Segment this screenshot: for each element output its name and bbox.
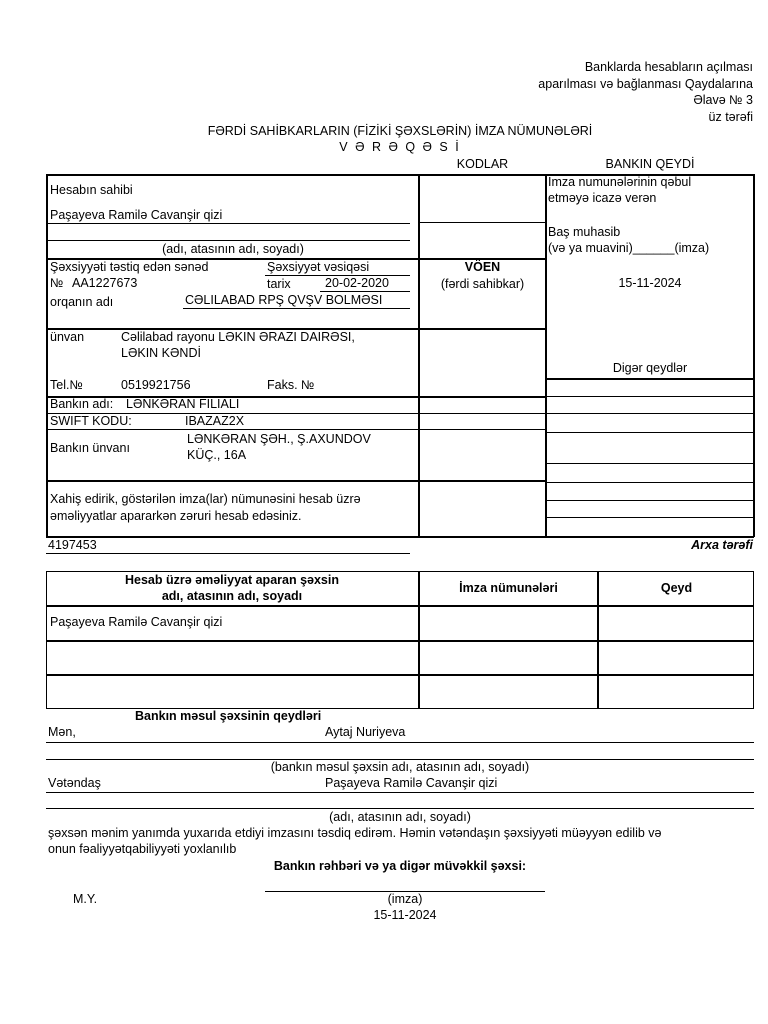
owner-name: Paşayeva Ramilə Cavanşir qizi bbox=[50, 208, 223, 222]
citizen-name: Paşayeva Ramilə Cavanşir qizi bbox=[325, 776, 498, 790]
signers-col3-header: Qeyd bbox=[660, 581, 693, 595]
bank-name: LƏNKƏRAN FILIALI bbox=[126, 397, 240, 411]
owner-name-underline bbox=[46, 223, 410, 224]
identity-org-underline bbox=[183, 308, 410, 309]
swift-value: IBAZAZ2X bbox=[185, 414, 245, 428]
codes-header: KODLAR bbox=[456, 157, 509, 171]
citizen-label: Vətəndaş bbox=[48, 776, 101, 790]
codes-sep-4 bbox=[418, 396, 546, 398]
owner-label: Hesabın sahibi bbox=[50, 183, 133, 197]
me-label: Mən, bbox=[48, 725, 76, 739]
header-line-2: aparılması və bağlanması Qaydalarına bbox=[538, 77, 753, 91]
swift-label: SWIFT KODU: bbox=[50, 414, 132, 428]
notes-sep-6 bbox=[545, 482, 754, 483]
back-side-label: Arxa tərəfi bbox=[691, 538, 753, 552]
identity-date: 20-02-2020 bbox=[325, 276, 389, 290]
owner-name-underline-2 bbox=[46, 240, 410, 241]
voen-caption: (fərdi sahibkar) bbox=[440, 277, 525, 291]
signers-row-sep-3 bbox=[46, 674, 754, 676]
bank-notes-line-1: İmza numunələrinin qəbul bbox=[548, 175, 692, 189]
form-subtitle: V Ə R Ə Q Ə S İ bbox=[339, 140, 461, 154]
bank-address-line-1: LƏNKƏRAN ŞƏH., Ş.AXUNDOV bbox=[187, 432, 371, 446]
citizen-underline bbox=[46, 792, 754, 793]
table-border-bottom-left bbox=[46, 536, 420, 538]
owner-name-caption: (adı, atasının adı, soyadı) bbox=[162, 242, 304, 256]
bank-notes-line-2: etməyə icazə verən bbox=[548, 191, 657, 205]
bank-notes-date: 15-11-2024 bbox=[618, 276, 682, 290]
responsible-heading: Bankın məsul şəxsinin qeydləri bbox=[135, 709, 322, 723]
bank-notes-header: BANKIN QEYDİ bbox=[605, 157, 695, 171]
me-name: Aytaj Nuriyeva bbox=[325, 725, 406, 739]
notes-sep-3 bbox=[545, 413, 754, 414]
codes-sep-7 bbox=[418, 480, 546, 482]
table-border-left bbox=[46, 174, 48, 537]
header-line-1: Banklarda hesabların açılması bbox=[584, 60, 753, 74]
identity-number-label: № bbox=[50, 276, 64, 290]
signature-caption: (imza) bbox=[387, 892, 423, 906]
statement-line-1: şəxsən mənim yanımda yuxarıda etdiyi imzasını təsdiq edirəm. Həmin vətəndaşın şəxsiyyəti müəyyən edilib və bbox=[48, 826, 662, 840]
tel-label: Tel.№ bbox=[50, 378, 83, 392]
separator-bank-address bbox=[46, 480, 420, 482]
identity-date-label: tarix bbox=[267, 277, 291, 291]
statement-line-2: onun fəaliyyətqabiliyyəti yoxlanılıb bbox=[48, 842, 237, 856]
chief-accountant-label: Baş muhasib bbox=[548, 225, 621, 239]
identity-number: AA1227673 bbox=[72, 276, 138, 290]
other-notes-label: Digər qeydlər bbox=[612, 361, 688, 375]
chief-accountant-sign: (və ya muavini)______(imza) bbox=[548, 241, 710, 255]
address-line-2: LƏKIN KƏNDİ bbox=[121, 346, 201, 360]
address-label: ünvan bbox=[50, 330, 85, 344]
signers-col1-header-line-2: adı, atasının adı, soyadı bbox=[161, 589, 303, 603]
signers-row-sep-2 bbox=[46, 640, 754, 642]
me-caption: (bankın məsul şəxsin adı, atasının adı, soyadı) bbox=[270, 760, 530, 774]
notes-sep-4 bbox=[545, 432, 754, 433]
tel-value: 0519921756 bbox=[121, 378, 191, 392]
address-line-1: Cəlilabad rayonu LƏKIN ƏRAZI DAIRƏSI, bbox=[121, 330, 355, 344]
identity-org-label: orqanın adı bbox=[50, 295, 114, 309]
separator-swift bbox=[46, 429, 420, 430]
codes-sep-5 bbox=[418, 413, 546, 414]
bank-address-label: Bankın ünvanı bbox=[50, 441, 130, 455]
signers-row-sep-1 bbox=[46, 605, 754, 607]
me-underline bbox=[46, 742, 754, 743]
bank-name-label: Bankın adı: bbox=[50, 397, 114, 411]
codes-sep-8 bbox=[418, 536, 546, 538]
fax-label: Faks. № bbox=[267, 378, 315, 392]
header-line-4: üz tərəfi bbox=[708, 110, 753, 124]
notes-sep-7 bbox=[545, 500, 754, 501]
header-line-3: Əlavə № 3 bbox=[693, 93, 753, 107]
seal-label: M.Y. bbox=[73, 892, 98, 906]
form-code: 4197453 bbox=[48, 538, 97, 552]
form-title: FƏRDİ SAHİBKARLARIN (FİZİKİ ŞƏXSLƏRİN) İMZA NÜMUNƏLƏRİ bbox=[207, 124, 593, 138]
signers-col1-header-line-1: Hesab üzrə əməliyyat aparan şəxsin bbox=[124, 573, 339, 587]
notes-sep-2 bbox=[545, 396, 754, 397]
citizen-caption: (adı, atasının adı, soyadı) bbox=[329, 810, 471, 824]
identity-doc-label: Şəxsiyyəti təstiq edən sənəd bbox=[50, 260, 209, 274]
bank-address-line-2: KÜÇ., 16A bbox=[187, 448, 247, 462]
signature-date: 15-11-2024 bbox=[373, 908, 437, 922]
citizen-underline-2 bbox=[46, 808, 754, 809]
signers-col2-header: İmza nümunələri bbox=[459, 581, 558, 595]
form-code-underline bbox=[46, 553, 410, 554]
head-label: Bankın rəhbəri və ya digər müvəkkil şəxsi: bbox=[273, 859, 527, 873]
request-line-2: əməliyyatlar apararkən zəruri hesab edəsiniz. bbox=[50, 509, 302, 523]
codes-sep-6 bbox=[418, 429, 546, 430]
identity-doc-type: Şəxsiyyət vəsiqəsi bbox=[267, 260, 370, 274]
identity-date-underline bbox=[320, 291, 410, 292]
request-line-1: Xahiş edirik, göstərilən imza(lar) nümunəsini hesab üzrə bbox=[50, 492, 361, 506]
notes-sep-5 bbox=[545, 463, 754, 464]
table-border-mid bbox=[418, 174, 420, 537]
signers-row-1-name: Paşayeva Ramilə Cavanşir qizi bbox=[50, 615, 223, 629]
codes-sep-1 bbox=[418, 222, 546, 223]
identity-org: CƏLILABAD RPŞ QVŞV BOLMƏSI bbox=[185, 293, 383, 307]
voen-label: VÖEN bbox=[464, 260, 501, 274]
notes-sep-8 bbox=[545, 517, 754, 518]
codes-sep-3 bbox=[418, 328, 546, 330]
notes-sep-1 bbox=[545, 378, 754, 380]
